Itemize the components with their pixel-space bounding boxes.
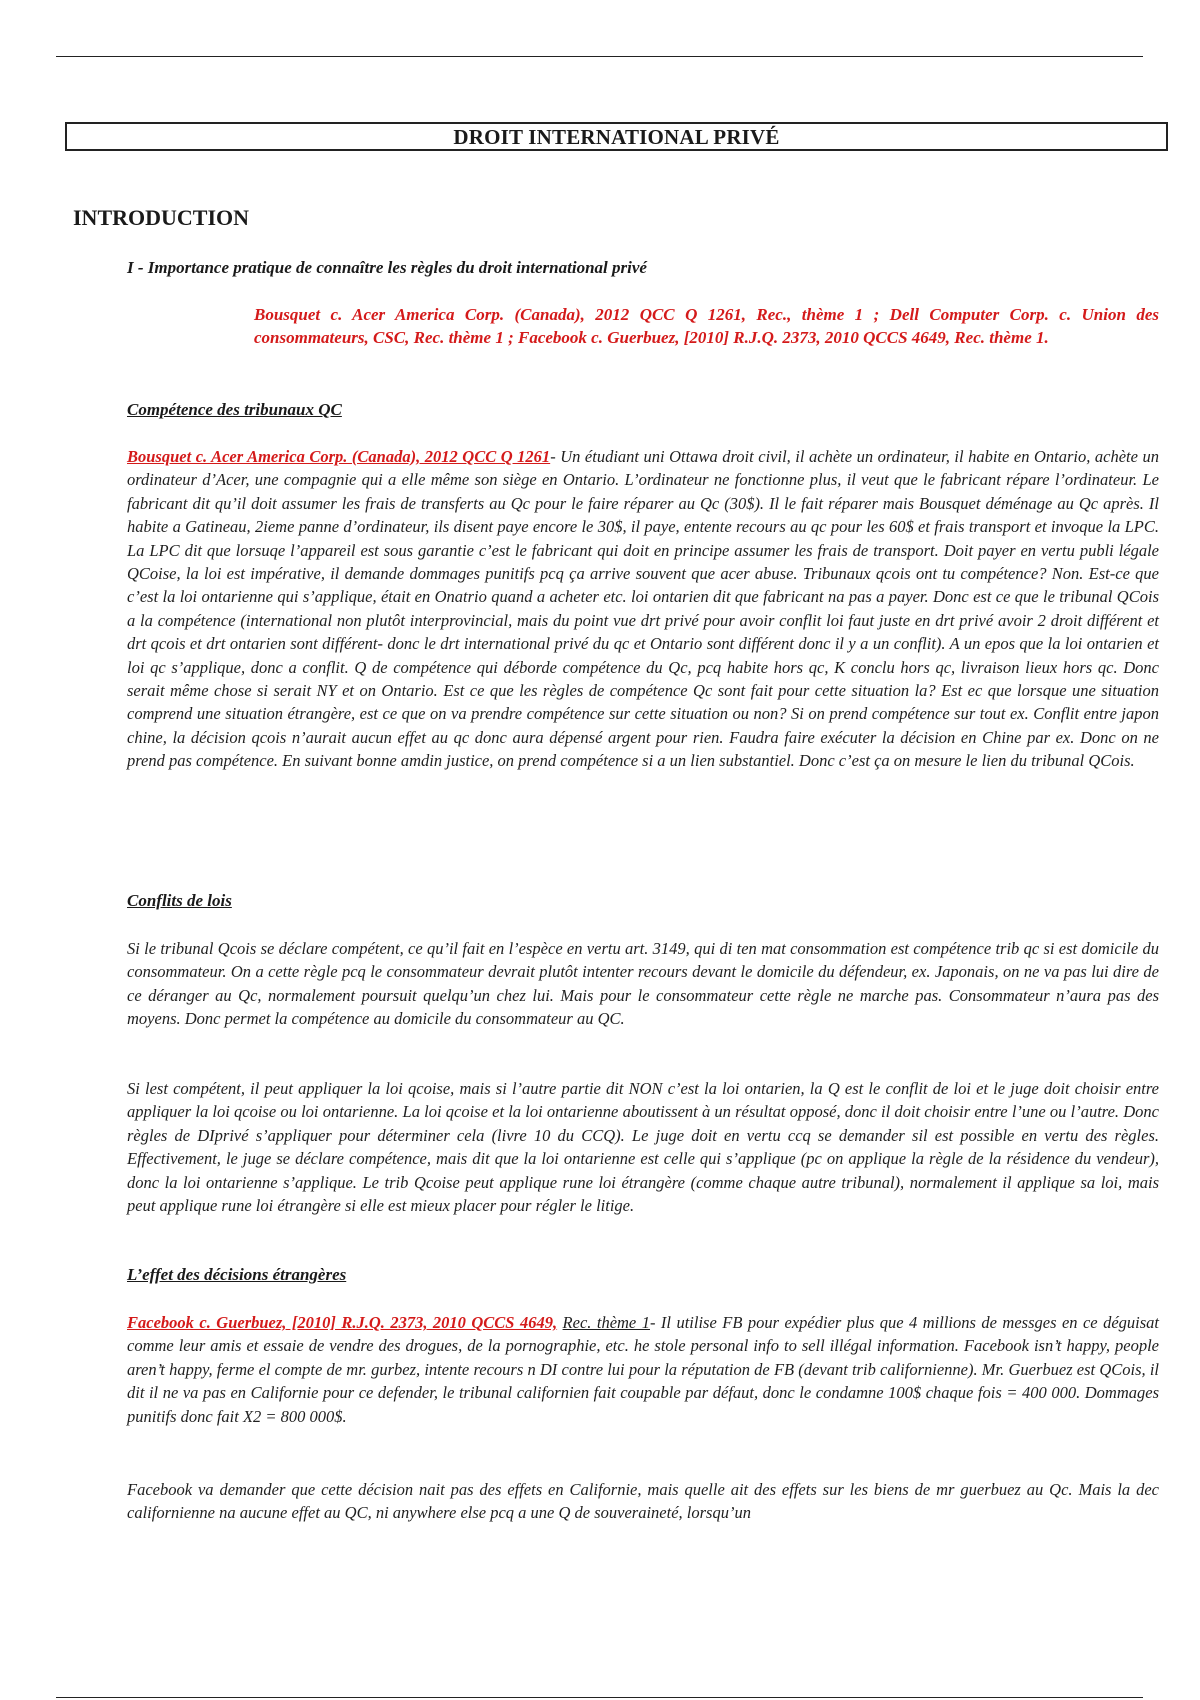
document-title: DROIT INTERNATIONAL PRIVÉ xyxy=(65,122,1168,151)
case-link-facebook[interactable]: Facebook c. Guerbuez, [2010] R.J.Q. 2373, 2010 QCCS 4649, xyxy=(127,1313,558,1332)
paragraph-conflits-1: Si le tribunal Qcois se déclare compétent, ce qu’il fait en l’espèce en vertu art. 3149, qui di ten mat consommation est compétence trib qc si est domicile du consommateur. On a cette règle pcq le consommateur devrait plutôt intenter recours devant le domicile du défendeur, ex. Japonais, on ne va pas lui dire de ce déranger au Qc, normalement poursuit quelqu’un chez lui. Mais pour le consommateur cette règle ne marche pas. Consommateur n’aura pas des moyens. Donc permet la compétence au domicile du consommateur au QC. xyxy=(127,939,1159,1029)
case-rec-theme: Rec. thème 1 xyxy=(562,1313,650,1332)
heading-conflits: Conflits de lois xyxy=(127,891,232,910)
bottom-rule xyxy=(56,1697,1143,1698)
paragraph-conflits-2: Si lest compétent, il peut appliquer la loi qcoise, mais si l’autre partie dit NON c’est la loi ontarien, la Q est le conflit de loi et le juge doit choisir entre appliquer la loi qcoise ou loi ontarienne. La loi qcoise et la loi ontarienne aboutissent à un résultat opposé, donc il doit choisir entre l’une ou l’autre. Donc règles de DIprivé s’appliquer pour déterminer cela (livre 10 du CCQ). Le juge doit en vertu ccq se demander sil est possible en vertu des règles. Effectivement, le juge se déclare compétence, mais dit que la loi ontarienne est celle qui s’applique (pc on applique la règle de la résidence du vendeur), donc la loi ontarienne s’applique. Le trib Qcoise peut applique rune loi étrangère (comme chaque autre tribunal), normalement il applique sa loi, mais peut applique rune loi étrangère si elle est mieux placer pour régler le litige. xyxy=(127,1079,1159,1216)
heading-competence: Compétence des tribunaux QC xyxy=(127,400,342,419)
top-rule xyxy=(56,56,1143,57)
paragraph-competence xyxy=(127,445,1159,773)
paragraph-competence-text: - Un étudiant uni Ottawa droit civil, il achète un ordinateur, il habite en Ontario, achète un ordinateur d’Acer, une compagnie qui a elle même son siège en Ontario. L’ordinateur ne fonctionne plus, il veut que le fabricant répare l’ordinateur. Le fabricant dit qu’il doit assumer les frais de transferts au Qc pour le faire réparer au Qc (30$). Il le fait réparer mais Bousquet déménage au Qc après. Il habite a Gatineau, 2ieme panne d’ordinateur, ils disent paye encore le 30$, il paye, entente recours au qc pour les 60$ et frais transport et invoque la LPC. La LPC dit que lorsuqe l’appareil est sous garantie c’est le fabricant qui doit en principe assumer les frais de transport. Doit payer en vertu publi légale QCoise, la loi est impérative, il demande dommages punitifs pcq ça arrive souvent que acer abuse. Tribunaux qcois ont tu compétence? Non. Est-ce que c’est la loi ontarienne qui s’applique, était en Onatrio quand a acheter etc. loi ontarien dit que fabricant na pas a payer. Donc est ce que le tribunal QCois a la compétence (international non plutôt interprovincial, mais du point vue drt privé pour avoir conflit loi faut juste en drt privé avoir 2 droit différent et drt qcois et drt ontarien sont différent- donc le drt international privé du qc et Ontario sont différent donc il y a un conflit). A un epos que la loi ontarien et loi qc s’applique, donc a conflit. Q de compétence qui déborde compétence du Qc, pcq habite hors qc, K conclu hors qc, livraison lieux hors qc. Donc serait même chose si serait NY et on Ontario. Est ce que les règles de compétence Qc sont fait pour cette situation la? Est ec que lorsque une situation comprend une situation étrangère, est ce que on va prendre compétence sur cette situation ou non? Si on prend compétence sur tout ex. Conflit entre japon chine, la décision qcois n’aurait aucun effet au qc donc aura dépensé argent pour rien. Faudra faire exécuter la décision en Chine par ex. Donc on ne prend pas compétence. En suivant bonne amdin justice, on prend compétence si a un lien substantiel. Donc c’est ça on mesure le lien du tribunal QCois. xyxy=(127,447,1159,771)
subsection-title: I - Importance pratique de connaître les règles du droit international privé xyxy=(127,258,647,277)
heading-effet: L’effet des décisions étrangères xyxy=(127,1265,347,1284)
case-references: Bousquet c. Acer America Corp. (Canada), 2012 QCC Q 1261, Rec., thème 1 ; Dell Computer Corp. c. Union des consommateurs, CSC, Rec. thème 1 ; Facebook c. Guerbuez, [2010] R.J.Q. 2373, 2010 QCCS 4649, Rec. thème 1. xyxy=(254,305,1159,347)
case-link-bousquet[interactable]: Bousquet c. Acer America Corp. (Canada), 2012 QCC Q 1261 xyxy=(127,447,551,466)
paragraph-effet-text: - Il utilise FB pour expédier plus que 4 millions de messges en ce déguisat comme leur amis et essaie de vendre des drogues, de la pornographie, etc. he stole personal info to sell illégal information. Facebook isn’t happy, people aren’t happy, ferme el compte de mr. gurbez, intente recours n DI contre lui pour la réputation de FB (devant trib californienne). Mr. Guerbuez est QCois, il dit il ne va pas en Californie pour ce defender, le tribunal californien fait coupable par défaut, donc le condamne 100$ chaque fois = 400 000. Dommages punitifs donc fait X2 = 800 000$. xyxy=(127,1313,1160,1426)
paragraph-effet xyxy=(127,1311,1159,1428)
section-title: INTRODUCTION xyxy=(73,205,250,230)
paragraph-effet-2: Facebook va demander que cette décision nait pas des effets en Californie, mais quelle ait des effets sur les biens de mr guerbuez au Qc. Mais la dec californienne na aucune effet au QC, ni anywhere else pcq a une Q de souveraineté, lorsqu’un xyxy=(127,1480,1159,1523)
